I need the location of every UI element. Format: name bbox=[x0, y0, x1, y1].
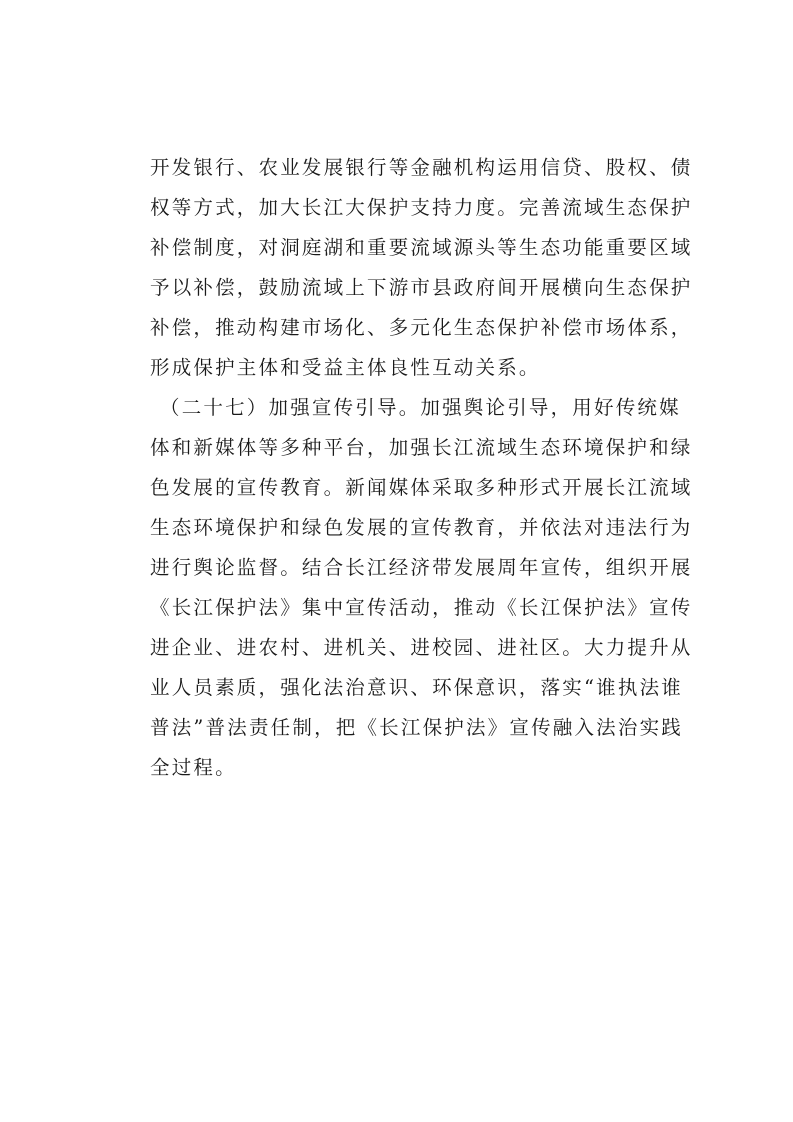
text-line: 全过程。 bbox=[150, 756, 237, 779]
body-text bbox=[150, 148, 693, 788]
text-line: 《长江保护法》集中宣传活动，推动《长江保护法》宣传 bbox=[150, 596, 693, 619]
text-line: 形成保护主体和受益主体良性互动关系。 bbox=[150, 356, 541, 379]
text-line: 补偿制度，对洞庭湖和重要流域源头等生态功能重要区域 bbox=[150, 236, 693, 259]
text-line: 生态环境保护和绿色发展的宣传教育，并依法对违法行为 bbox=[150, 516, 693, 539]
text-line: 色发展的宣传教育。新闻媒体采取多种形式开展长江流域 bbox=[150, 476, 693, 499]
section-27-first-line: （二十七）加强宣传引导。加强舆论引导，用好传统媒 bbox=[160, 396, 681, 419]
text-line: 开发银行、农业发展银行等金融机构运用信贷、股权、债 bbox=[150, 156, 693, 179]
text-line: 权等方式，加大长江大保护支持力度。完善流域生态保护 bbox=[150, 196, 693, 219]
text-line: 补偿，推动构建市场化、多元化生态保护补偿市场体系， bbox=[150, 316, 693, 339]
text-line: 体和新媒体等多种平台，加强长江流域生态环境保护和绿 bbox=[150, 436, 693, 459]
text-line: 进行舆论监督。结合长江经济带发展周年宣传，组织开展 bbox=[150, 556, 693, 579]
text-line: 予以补偿，鼓励流域上下游市县政府间开展横向生态保护 bbox=[150, 276, 693, 299]
text-line: 普法”普法责任制，把《长江保护法》宣传融入法治实践 bbox=[150, 716, 683, 739]
text-line: 业人员素质，强化法治意识、环保意识，落实“谁执法谁 bbox=[150, 676, 683, 699]
text-line: 进企业、进农村、进机关、进校园、进社区。大力提升从 bbox=[150, 636, 693, 659]
